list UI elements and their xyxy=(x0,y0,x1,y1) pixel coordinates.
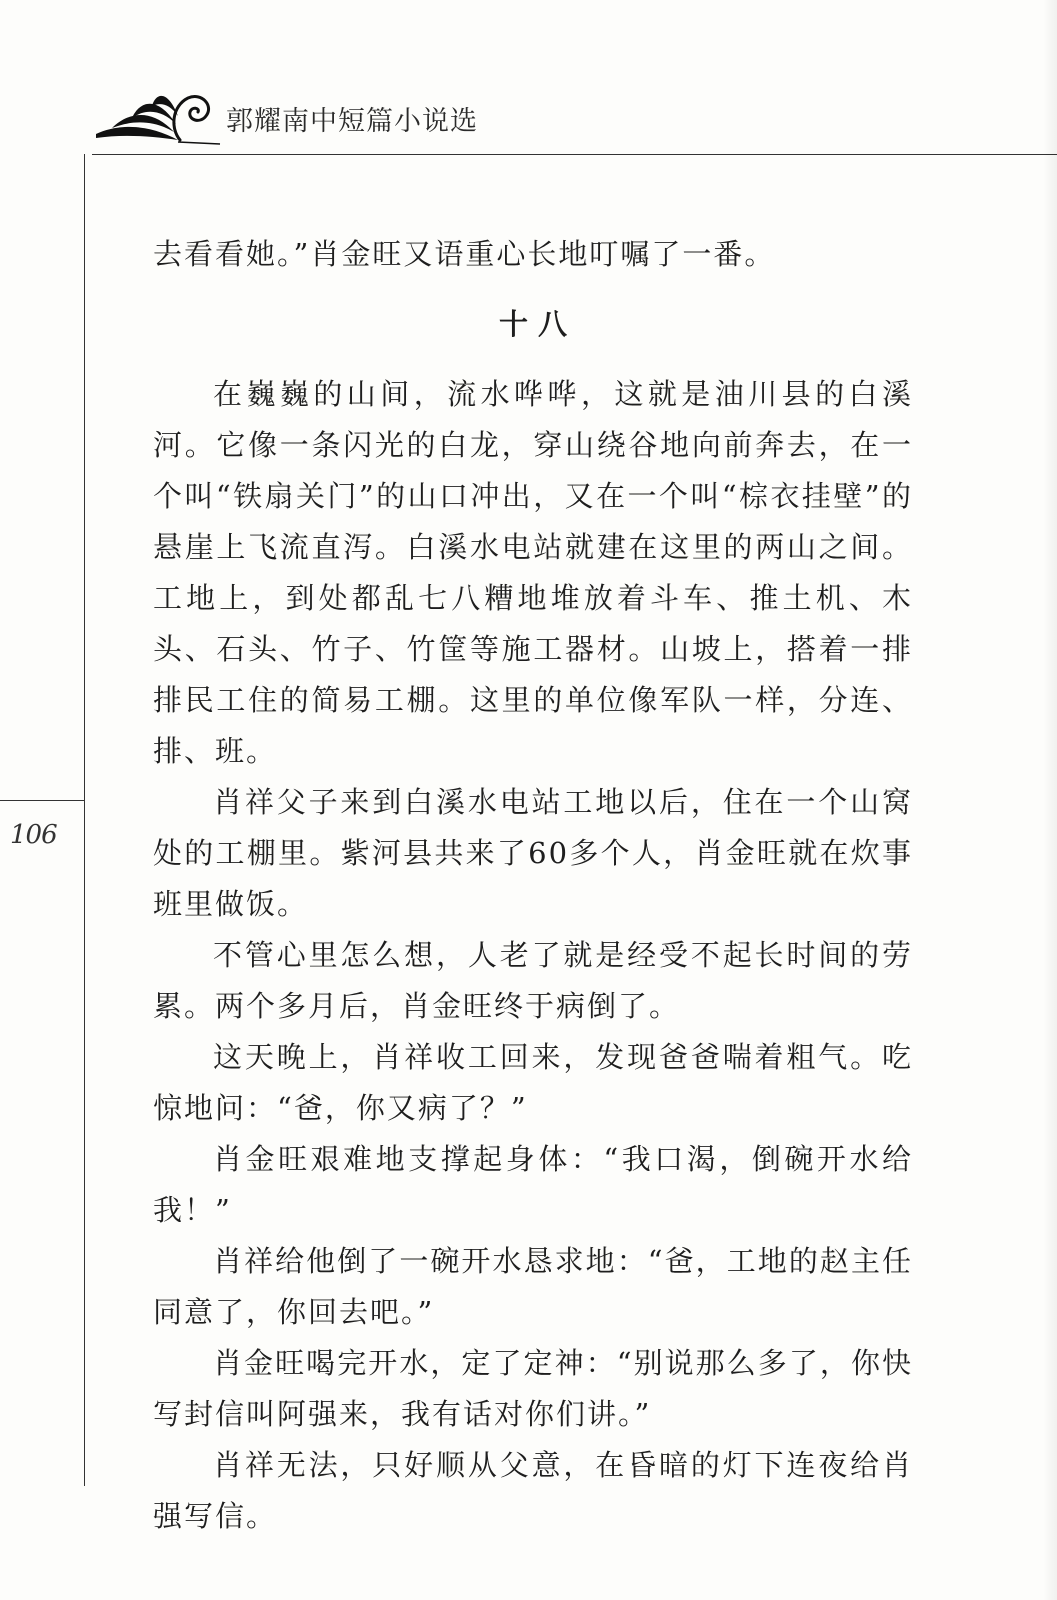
page-number: 106 xyxy=(10,820,57,850)
paragraph: 肖金旺喝完开水，定了定神：“别说那么多了，你快写封信叫阿强来，我有话对你们讲。” xyxy=(153,1346,913,1431)
swirl-ornament-icon xyxy=(92,82,222,152)
chapter-heading: 十八 xyxy=(498,307,577,341)
paragraph: 肖金旺艰难地支撑起身体：“我口渴，倒碗开水给我！” xyxy=(153,1142,913,1227)
paragraph: 去看看她。”肖金旺又语重心长地叮嘱了一番。 xyxy=(153,237,776,271)
running-head-title: 郭耀南中短篇小说选 xyxy=(226,106,478,137)
paragraph: 这天晚上，肖祥收工回来，发现爸爸喘着粗气。吃惊地问：“爸，你又病了？” xyxy=(153,1040,913,1125)
margin-rule xyxy=(84,154,85,1486)
paragraph: 肖祥父子来到白溪水电站工地以后，住在一个山窝处的工棚里。紫河县共来了60多个人，肖金旺就在炊事班里做饭。 xyxy=(153,785,913,921)
paragraph: 肖祥无法，只好顺从父意，在昏暗的灯下连夜给肖强写信。 xyxy=(153,1448,913,1533)
paragraph: 在巍巍的山间，流水哗哗，这就是油川县的白溪河。它像一条闪光的白龙，穿山绕谷地向前奔去，在一个叫“铁扇关门”的山口冲出，又在一个叫“棕衣挂壁”的悬崖上飞流直泻。白溪水电站就建在这里的两山之间。工地上，到处都乱七八糟地堆放着斗车、推土机、木头、石头、竹子、竹筐等施工器材。山坡上，搭着一排排民工住的简易工棚。这里的单位像军队一样，分连、排、班。 xyxy=(153,377,913,768)
folio-rule xyxy=(0,800,84,801)
body-text xyxy=(153,229,913,1542)
paragraph: 肖祥给他倒了一碗开水恳求地：“爸，工地的赵主任同意了，你回去吧。” xyxy=(153,1244,913,1329)
header-rule xyxy=(92,154,1057,155)
page-edge-shadow xyxy=(1043,0,1057,1600)
paragraph: 不管心里怎么想，人老了就是经受不起长时间的劳累。两个多月后，肖金旺终于病倒了。 xyxy=(153,938,913,1023)
